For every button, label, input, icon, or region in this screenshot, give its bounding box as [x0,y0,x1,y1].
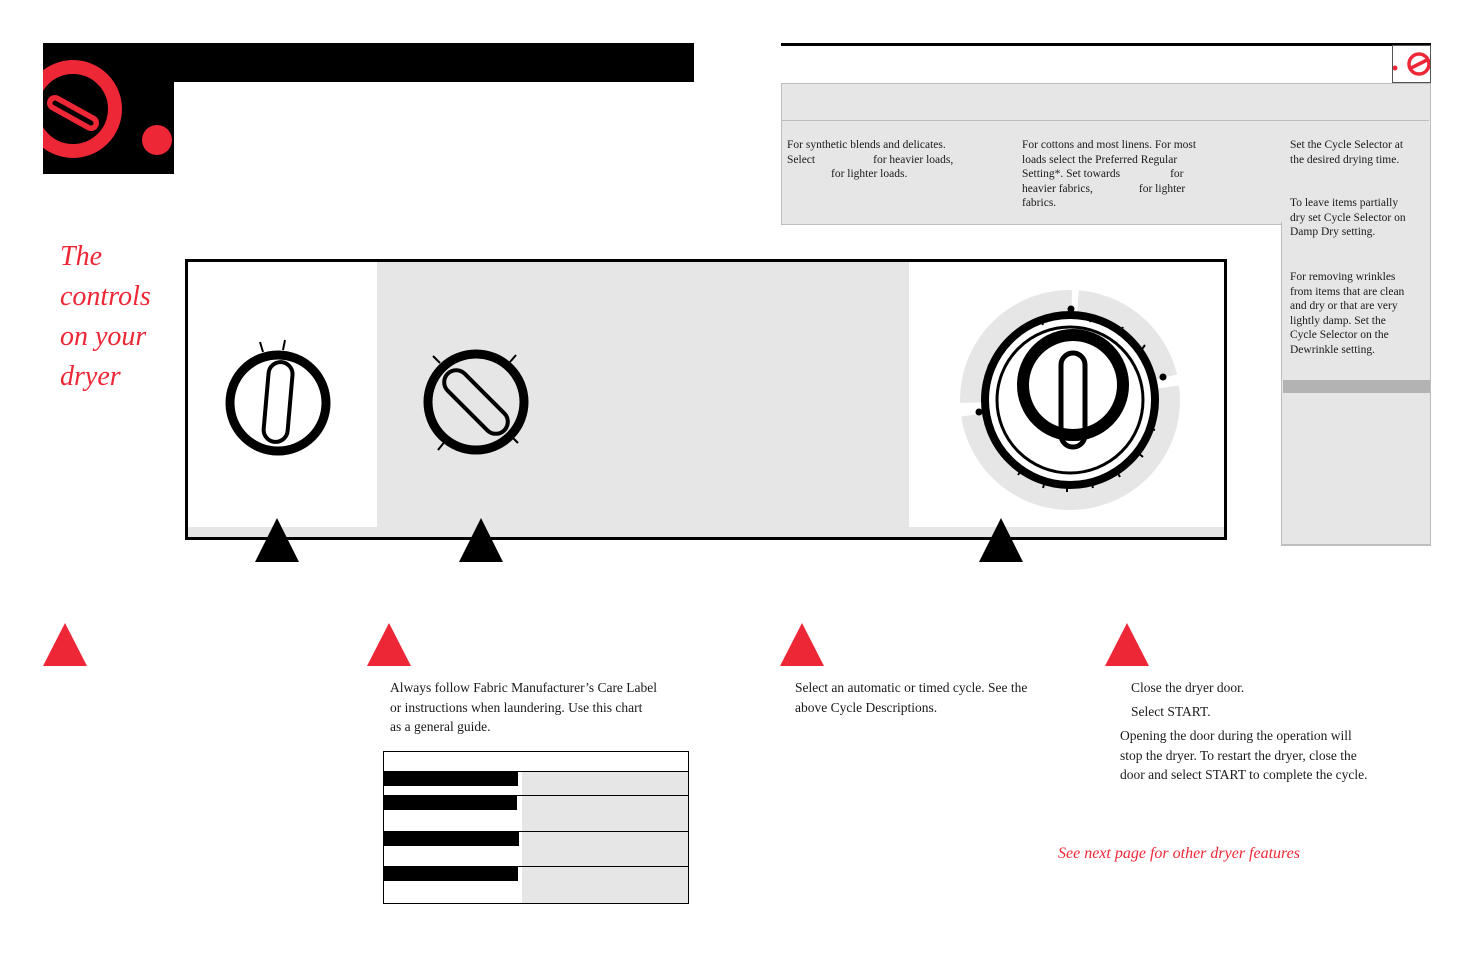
chart-row-1-label [384,772,518,786]
cycle-text-line: Damp Dry setting. [1290,226,1376,239]
cycle-text-line: Dewrinkle setting. [1290,343,1375,356]
intro-title-line: on your [60,321,147,352]
cycle-col-dewrinkle [1290,270,1426,358]
next-page-link[interactable]: See next page for other dryer features [1058,845,1301,862]
step-4-marker [1105,623,1149,666]
cycle-text-line: Setting*. Set towards for [1022,168,1184,181]
chart-row-3-label [384,832,519,846]
step-3-line: Select an automatic or timed cycle. See the [795,680,1028,695]
chart-row-2-label [384,796,517,810]
fabric-knob-icon[interactable] [418,346,534,462]
step-2-text [390,678,700,737]
pointer-arrow-3 [979,518,1023,562]
cycle-text-line: loads select the Preferred Regular [1022,153,1178,166]
dial-logo-small-icon [1393,46,1430,82]
cycle-text-line: dry set Cycle Selector on [1290,211,1406,224]
cycle-col-permanent-press [787,138,987,182]
cycle-text-line: To leave items partially [1290,197,1399,209]
cycle-text-line: heavier fabrics, for lighter [1022,182,1186,195]
fabric-chart-table [383,751,689,904]
cycle-title-divider [782,120,1429,121]
step-2-line: Always follow Fabric Manufacturer’s Care Label [390,680,658,695]
cycle-text-line: from items that are clean [1290,285,1405,298]
cycle-text-line: For synthetic blends and delicates. [787,139,946,151]
step-3-text [795,678,1085,717]
step-2-line: as a general guide. [390,719,491,734]
cycle-header-rule [781,43,1431,46]
dial-logo-icon [43,43,174,174]
intro-title-line: The [60,241,102,272]
cycle-col-regular [1022,138,1242,211]
cycle-text-line: and dry or that are very [1290,300,1398,313]
step-4-note-line: door and select START to complete the cycle. [1120,767,1368,782]
step-3-marker [780,623,824,666]
pointer-arrow-1 [255,518,299,562]
step-4-line-2: Select START. [1131,704,1211,719]
step-4-note-line: stop the dryer. To restart the dryer, close the [1120,747,1357,763]
cycle-text-line: Select for heavier loads, [787,153,954,166]
chart-row-4-label [384,867,518,881]
cycle-logo-box [1392,45,1431,83]
step-4-note [1120,726,1440,785]
intro-title-line: dryer [60,361,121,392]
cycle-text-line: Set the Cycle Selector at [1290,139,1404,151]
cycle-text-line: the desired drying time. [1290,153,1400,166]
cycle-side-divider [1283,380,1430,393]
cycle-text-line: lightly damp. Set the [1290,314,1386,327]
pointer-arrow-2 [459,518,503,562]
cycle-col-timed [1290,138,1426,167]
cycle-selector-dial-icon[interactable] [955,285,1185,515]
cycle-text-line: Cycle Selector on the [1290,329,1389,342]
step-4-line-1: Close the dryer door. [1131,680,1245,695]
intro-title-line: controls [60,281,151,312]
cycle-col-damp-dry [1290,196,1426,240]
cycle-text-line: For cottons and most linens. For most [1022,139,1197,151]
control-panel-bottom-strip [188,527,1224,537]
cycle-text-line: For removing wrinkles [1290,271,1396,283]
step-2-marker [367,623,411,666]
step-2-line: or instructions when laundering. Use this chart [390,699,643,715]
intro-title [60,237,151,397]
cycle-text-line: fabrics. [1022,197,1057,210]
step-4-note-line: Opening the door during the operation will [1120,728,1352,743]
step-3-line: above Cycle Descriptions. [795,699,938,715]
temperature-knob-icon[interactable] [220,330,336,460]
chart-grey-column [522,772,688,903]
step-1-marker [43,623,87,666]
cycle-text-line: for lighter loads. [831,168,908,181]
